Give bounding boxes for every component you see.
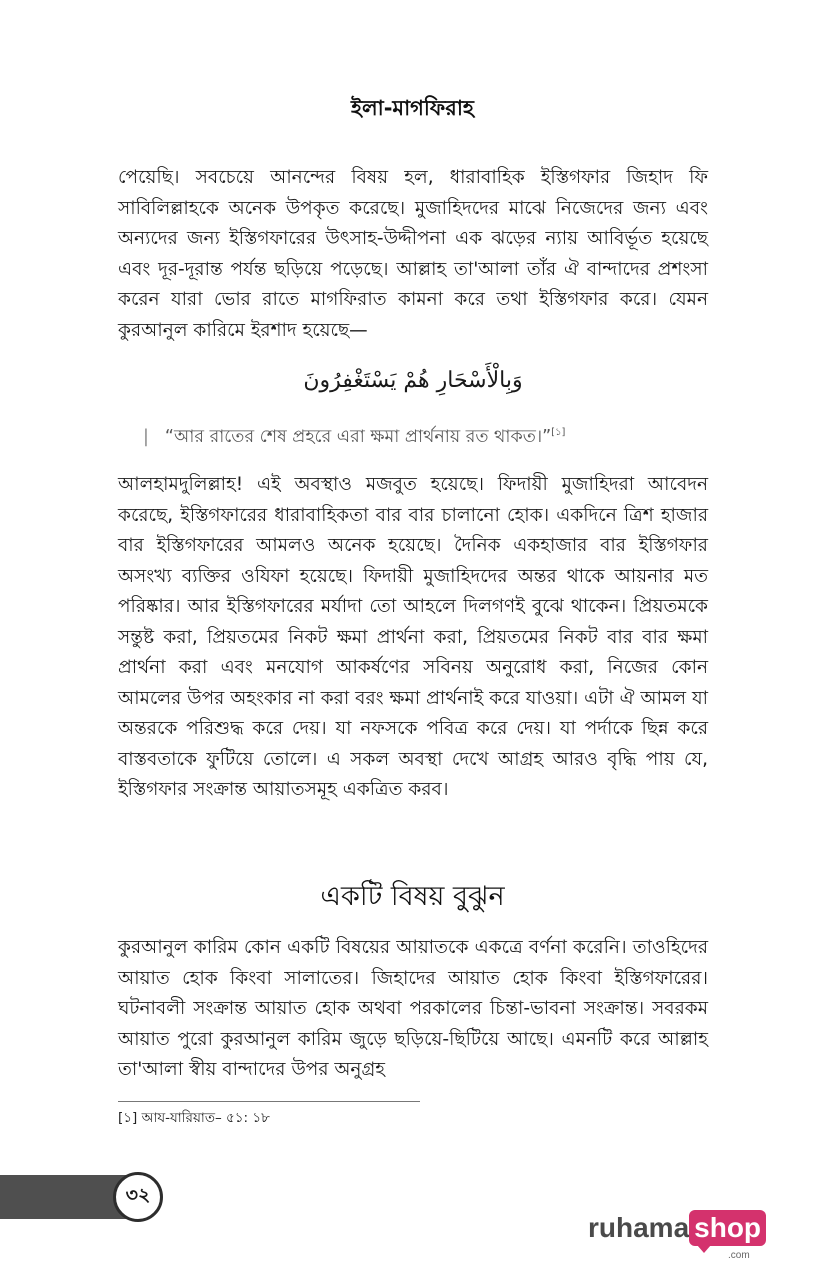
quote-text: “আর রাতের শেষ প্রহরে এরা ক্ষমা প্রার্থনায় রত থাকত।” (164, 427, 552, 447)
logo-shop-badge: shop (689, 1210, 766, 1246)
footnote-ref[interactable]: [১] (551, 427, 566, 439)
arabic-verse: وَبِالْأَسْحَارِ هُمْ يَسْتَغْفِرُونَ (303, 368, 523, 393)
publisher-logo (588, 1210, 766, 1261)
section-heading: একটি বিষয় বুঝুন (320, 881, 505, 912)
logo-wordmark: ruhama (588, 1212, 690, 1243)
logo-suffix: .com (728, 1250, 750, 1261)
paragraph-1: পেয়েছি। সবচেয়ে আনন্দের বিষয় হল, ধারাবাহিক ইস্তিগফার জিহাদ ফি সাবিলিল্লাহকে অনেক উপকৃত করেছে। মুজাহিদদের মাঝে নিজেদের জন্য এবং অন্যদের জন্য ইস্তিগফারের উৎসাহ-উদ্দীপনা এক ঝড়ের ন্যায় আবির্ভূত হয়েছে এবং দূর-দূরান্ত পর্যন্ত ছড়িয়ে পড়েছে। আল্লাহ তা'আলা তাঁর ঐ বান্দাদের প্রশংসা করেন যারা ভোর রাতে মাগফিরাত কামনা করে তথা ইস্তিগফার করে। যেমন কুরআনুল কারিমে ইরশাদ হয়েছে— (118, 167, 708, 341)
paragraph-2: আলহামদুলিল্লাহ! এই অবস্থাও মজবুত হয়েছে। ফিদায়ী মুজাহিদরা আবেদন করেছে, ইস্তিগফারের ধারাবাহিকতা বার বার চালানো হোক। একদিনে ত্রিশ হাজার বার ইস্তিগফারের আমলও অনেক হয়েছে। দৈনিক একহাজার বার ইস্তিগফার অসংখ্য ব্যক্তির ওযিফা হয়েছে। ফিদায়ী মুজাহিদদের অন্তর থাকে আয়নার মত পরিষ্কার। আর ইস্তিগফারের মর্যাদা তো আহলে দিলগণই বুঝে থাকেন। প্রিয়তমকে সন্তুষ্ট করা, প্রিয়তমের নিকট ক্ষমা প্রার্থনা করা, প্রিয়তমের নিকট বার বার ক্ষমা প্রার্থনা করা এবং মনযোগ আকর্ষণের সবিনয় অনুরোধ করা, নিজের কোন আমলের উপর অহংকার না করা বরং ক্ষমা প্রার্থনাই করে যাওয়া। এটা ঐ আমল যা অন্তরকে পরিশুদ্ধ করে দেয়। যা নফসকে পবিত্র করে দেয়। যা পর্দাকে ছিন্ন করে বাস্তবতাকে ফুটিয়ে তোলে। এ সকল অবস্থা দেখে আগ্রহ আরও বৃদ্ধি পায় যে, ইস্তিগফার সংক্রান্ত আয়াতসমূহ একত্রিত করব। (118, 474, 708, 800)
page-number: ৩২ (113, 1172, 163, 1222)
footnote-divider (118, 1101, 420, 1102)
paragraph-3: কুরআনুল কারিম কোন একটি বিষয়ের আয়াতকে একত্রে বর্ণনা করেনি। তাওহিদের আয়াত হোক কিংবা সালাতের। জিহাদের আয়াত হোক কিংবা ইস্তিগফারের। ঘটনাবলী সংক্রান্ত আয়াত হোক অথবা পরকালের চিন্তা-ভাবনা সংক্রান্ত। সবরকম আয়াত পুরো কুরআনুল কারিম জুড়ে ছড়িয়ে-ছিটিয়ে আছে। এমনটি করে আল্লাহ তা'আলা স্বীয় বান্দাদের উপর অনুগ্রহ (118, 937, 708, 1080)
translation-quote (143, 424, 703, 453)
footnote: [১] আয-যারিয়াত– ৫১: ১৮ (118, 1110, 270, 1126)
running-title: ইলা-মাগফিরাহ (351, 96, 474, 120)
quote-bar: | (143, 427, 149, 447)
